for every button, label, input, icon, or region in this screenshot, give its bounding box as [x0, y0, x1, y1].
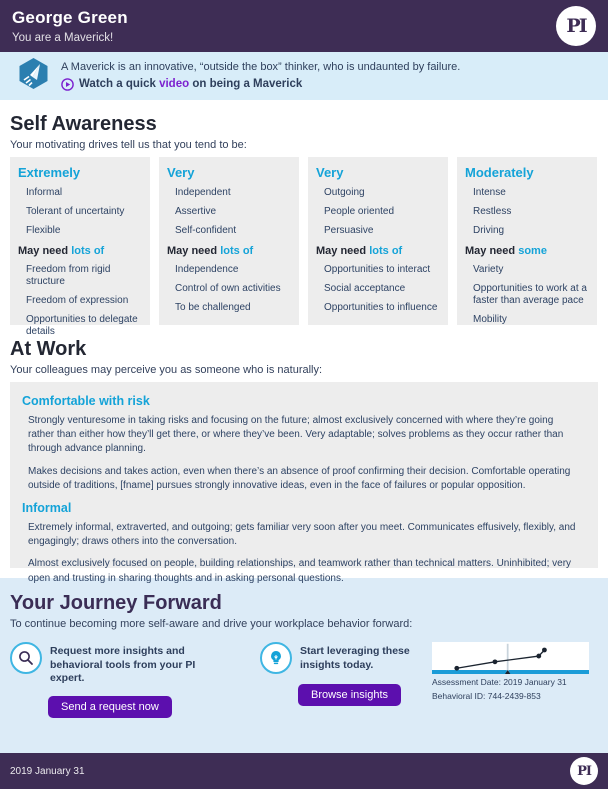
journey-title: Your Journey Forward	[10, 592, 222, 614]
watch-text	[79, 76, 302, 93]
drive-trait: Independent	[175, 187, 231, 198]
drive-need: Opportunities to delegate details	[26, 314, 138, 337]
play-icon[interactable]	[61, 78, 74, 91]
person-name: George Green	[12, 8, 128, 27]
drive-need: Variety	[473, 264, 504, 275]
work-paragraph: Strongly venturesome in taking risks and focusing on the future; almost exclusively concerned with where they’re going rather than either how they’ll get there, or where they’ve been. Very adaptable; solves problems as they occur rather than through advance planning.	[28, 415, 564, 455]
maverick-banner	[0, 52, 608, 100]
drive-need: Opportunities to work at a faster than average pace	[473, 283, 587, 306]
lightbulb-icon	[260, 642, 292, 674]
drive-degree: Very	[167, 165, 195, 180]
drive-trait: Assertive	[175, 206, 217, 217]
drive-cards-row	[10, 157, 598, 337]
profile-subtitle: You are a Maverick!	[12, 32, 114, 44]
maverick-description: A Maverick is an innovative, “outside the box” thinker, who is undaunted by failure.	[61, 61, 461, 74]
drive-need: Freedom of expression	[26, 295, 129, 306]
journey-subtitle: To continue becoming more self-aware and drive your workplace behavior forward:	[10, 618, 413, 630]
behavioral-pattern-chart	[432, 642, 589, 674]
behavioral-id: Behavioral ID: 744-2439-853	[432, 691, 541, 702]
may-need-heading	[465, 245, 589, 257]
may-need-label: May need	[465, 245, 516, 257]
drive-card-2	[159, 157, 299, 325]
drive-trait: Tolerant of uncertainty	[26, 206, 125, 217]
drive-card-1	[10, 157, 150, 337]
work-paragraph: Extremely informal, extraverted, and outgoing; gets familiar very soon after you meet. Communicates effusively, flexibly, and engagingly; draws others into the conversation.	[28, 521, 576, 548]
send-request-button[interactable]: Send a request now	[48, 696, 172, 718]
self-awareness-title: Self Awareness	[10, 113, 157, 135]
drive-degree: Extremely	[18, 165, 81, 180]
drive-need: Mobility	[473, 314, 507, 325]
work-section-heading: Comfortable with risk	[22, 394, 150, 408]
assessment-date: Assessment Date: 2019 January 31	[432, 677, 567, 687]
may-need-label: May need	[18, 245, 69, 257]
may-need-heading	[316, 245, 440, 257]
drive-need: Social acceptance	[324, 283, 406, 294]
footer-date: 2019 January 31	[10, 765, 85, 777]
footer	[0, 753, 608, 789]
pi-logo-text: PI	[566, 15, 586, 37]
drive-need: Independence	[175, 264, 239, 275]
drive-need: Freedom from rigid structure	[26, 264, 111, 287]
drive-trait: Persuasive	[324, 225, 374, 236]
at-work-card	[10, 382, 598, 584]
watch-prefix: Watch a quick	[79, 77, 160, 90]
may-need-degree: some	[518, 245, 547, 257]
may-need-heading	[167, 245, 291, 257]
drive-trait: People oriented	[324, 206, 395, 217]
banner-text-block	[61, 59, 460, 93]
drive-card-3	[308, 157, 448, 325]
may-need-degree: lots of	[369, 245, 403, 257]
header	[0, 0, 608, 52]
pattern-chart-svg	[432, 642, 589, 674]
pi-logo	[556, 6, 596, 46]
drive-trait: Intense	[473, 187, 506, 198]
assessment-meta	[428, 642, 598, 718]
self-awareness-subtitle: Your motivating drives tell us that you tend to be:	[10, 139, 247, 151]
drive-trait: Self-confident	[175, 225, 237, 236]
drive-degree: Very	[316, 165, 344, 180]
drive-need: Opportunities to influence	[324, 302, 438, 313]
drive-need: Control of own activities	[175, 283, 281, 294]
pi-logo-footer	[570, 757, 598, 785]
at-work-title: At Work	[10, 338, 87, 360]
journey-action-request	[10, 642, 260, 718]
work-section-heading: Informal	[22, 500, 72, 515]
browse-insights-button[interactable]: Browse insights	[298, 684, 401, 706]
may-need-degree: lots of	[220, 245, 254, 257]
may-need-label: May need	[316, 245, 367, 257]
drive-trait: Outgoing	[324, 187, 365, 198]
main-content	[0, 100, 608, 584]
may-need-heading	[18, 245, 142, 257]
drive-degree: Moderately	[465, 165, 534, 180]
video-link[interactable]: video	[159, 77, 190, 90]
journey-action-leverage	[260, 642, 428, 718]
drive-card-4	[457, 157, 597, 325]
journey-section	[0, 578, 608, 753]
journey-row	[10, 642, 598, 718]
drive-need: To be challenged	[175, 302, 251, 313]
pi-logo-footer-text: PI	[577, 763, 591, 779]
at-work-subtitle: Your colleagues may perceive you as someone who is naturally:	[10, 364, 323, 376]
may-need-label: May need	[167, 245, 218, 257]
leverage-insights-text: Start leveraging these insights today.	[300, 645, 410, 671]
magnifier-icon	[10, 642, 42, 674]
drive-trait: Flexible	[26, 225, 61, 236]
drive-trait: Restless	[473, 206, 512, 217]
drive-need: Opportunities to interact	[324, 264, 431, 275]
request-insights-text: Request more insights and behavioral tools from your PI expert.	[50, 645, 196, 685]
work-paragraph: Makes decisions and takes action, even when there’s an absence of proof confirming their decision. Comfortable operating outside of traditions, [fname] pursues strongly innovative ideas, even in the face of failures or popular opposition.	[28, 465, 571, 491]
drive-trait: Driving	[473, 225, 505, 236]
watch-video-row[interactable]	[61, 76, 460, 93]
work-paragraph: Almost exclusively focused on people, building relationships, and teamwork rather than technical matters. Uninhibited; very open and trusting in sharing thoughts and in asking personal questions.	[28, 558, 572, 584]
watch-suffix: on being a Maverick	[189, 77, 303, 90]
maverick-badge-icon	[18, 57, 49, 95]
drive-trait: Informal	[26, 187, 63, 198]
may-need-degree: lots of	[71, 245, 105, 257]
